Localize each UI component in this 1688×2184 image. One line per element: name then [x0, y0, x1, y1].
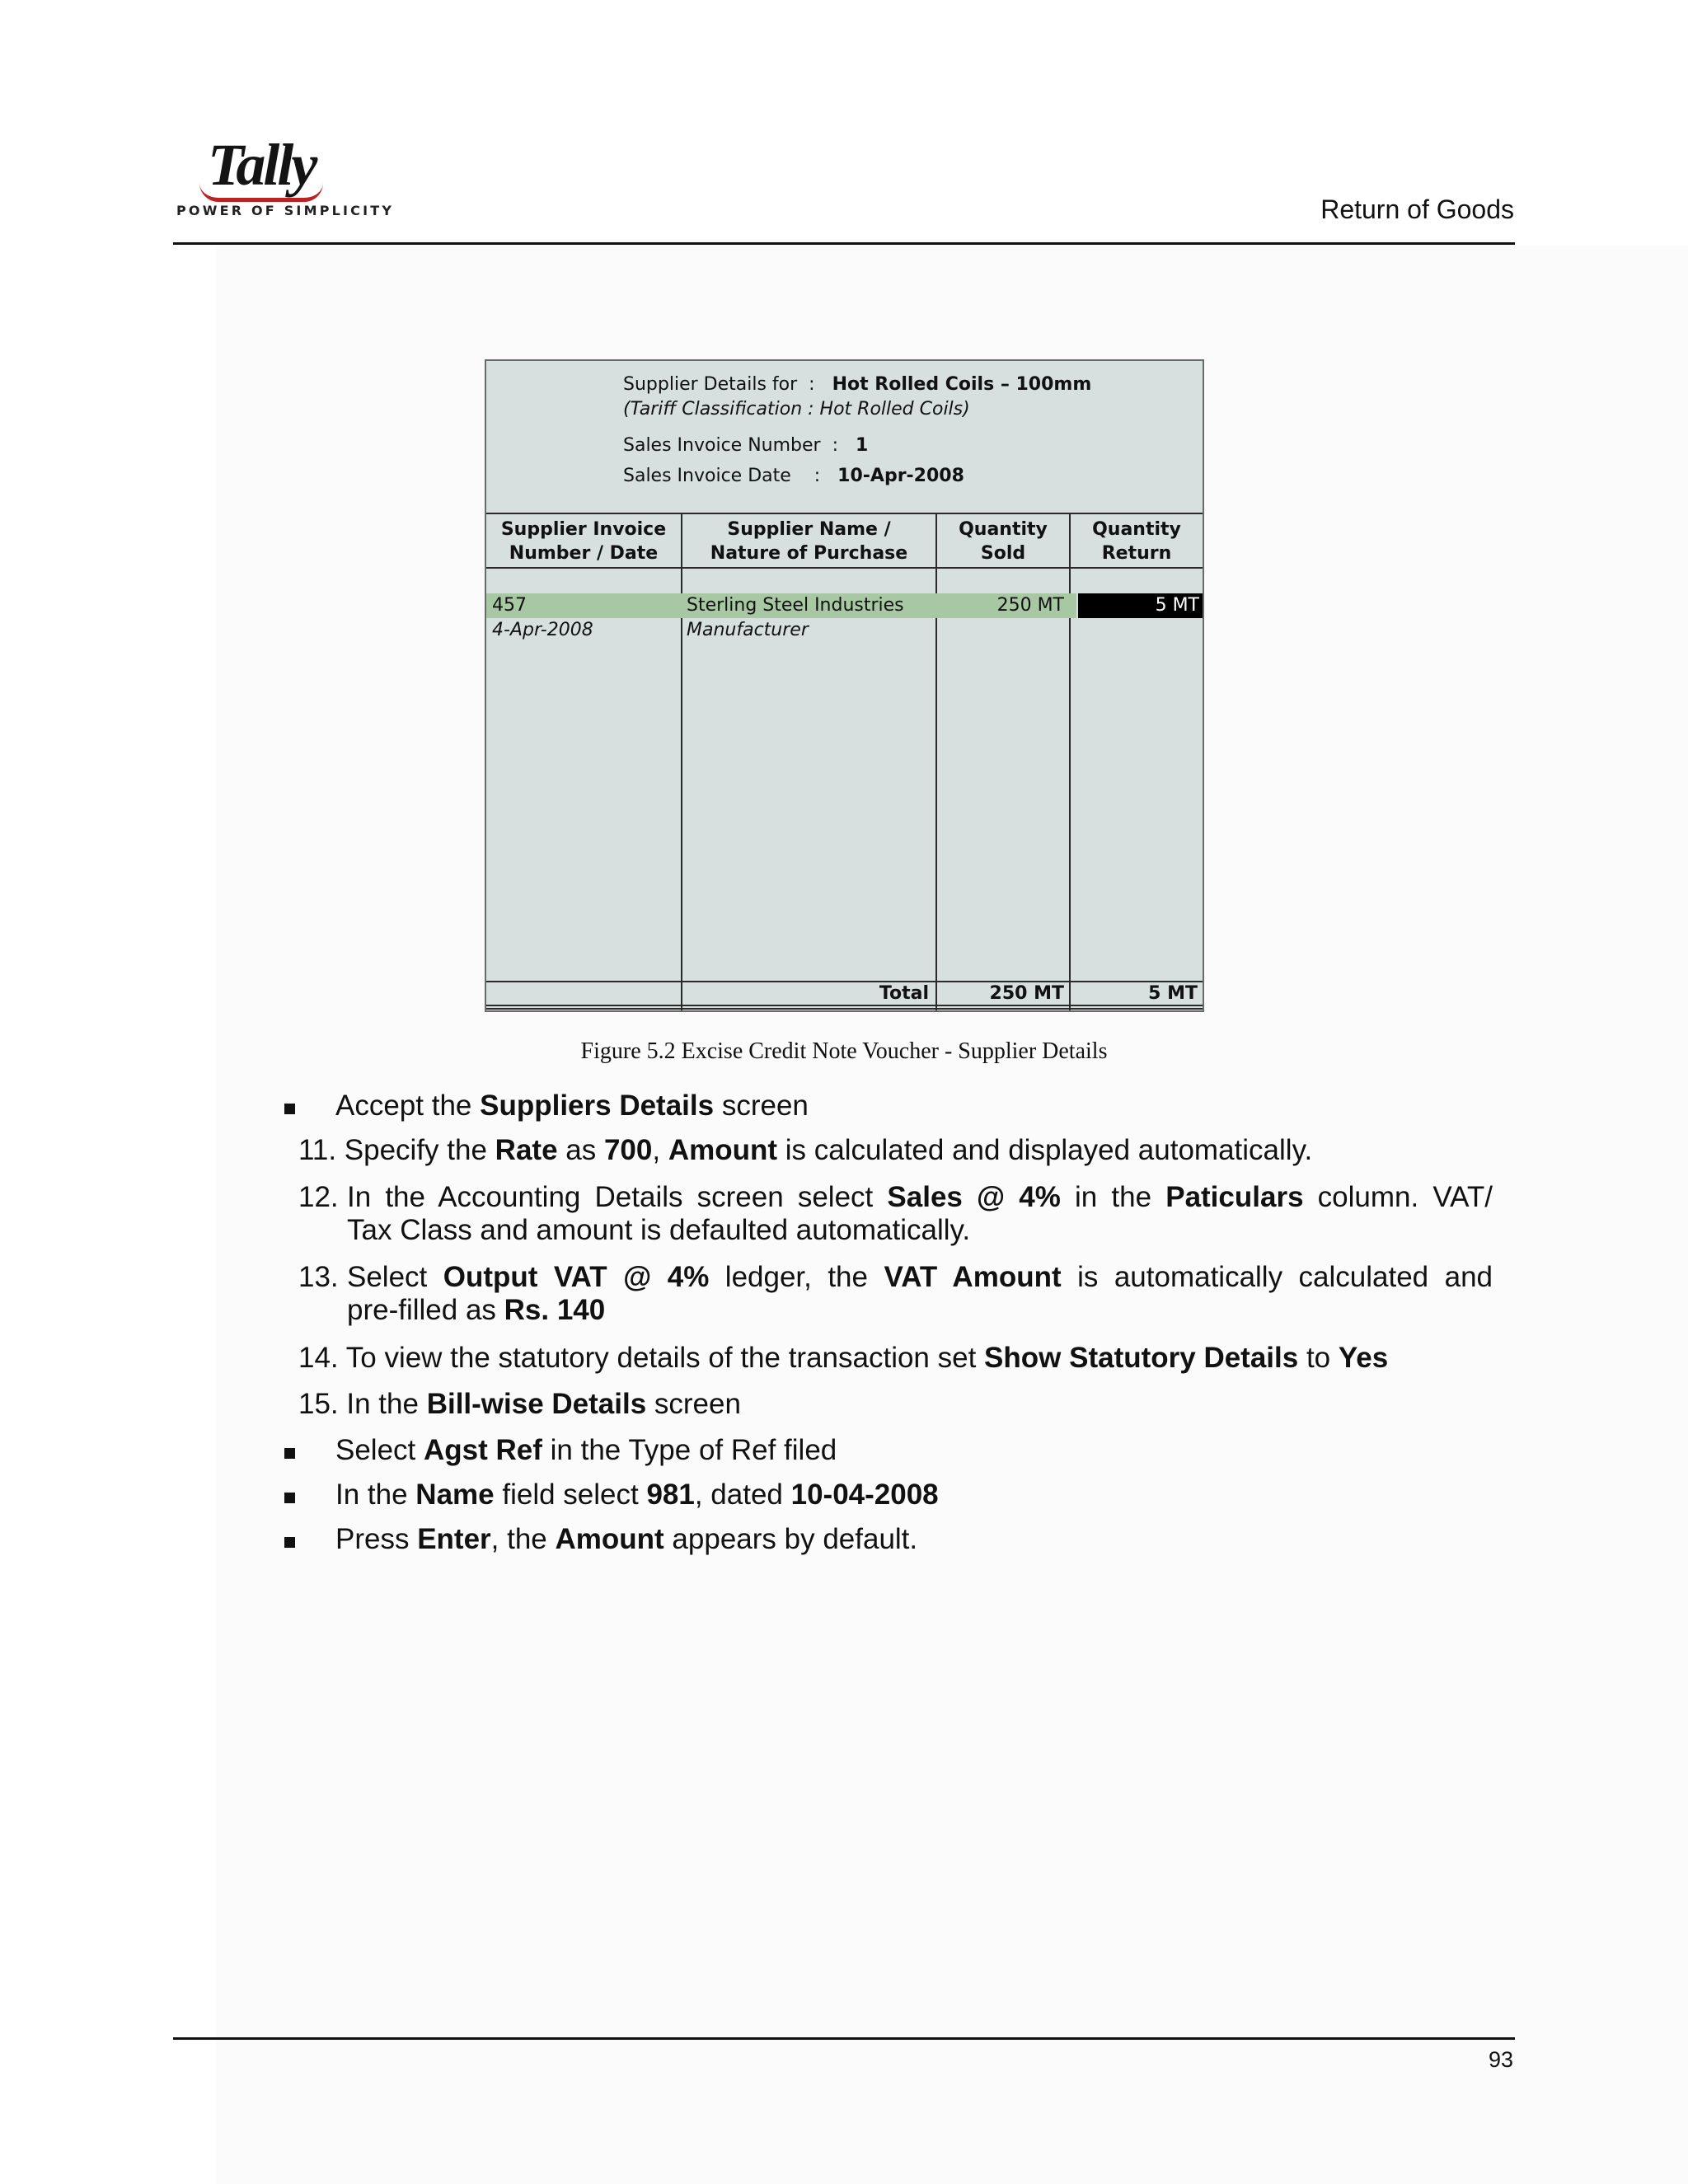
step-12-line2: Tax Class and amount is defaulted automatically. — [347, 1214, 971, 1246]
supplier-details-label: Supplier Details for — [623, 374, 798, 395]
row-nature-of-purchase: Manufacturer — [687, 620, 809, 640]
tally-logo — [175, 132, 395, 223]
column-divider — [681, 514, 682, 1010]
step-11: 11. Specify the Rate as 700, Amount is calculated and displayed automatically. — [298, 1134, 1313, 1166]
row-supplier-name: Sterling Steel Industries — [687, 595, 904, 616]
step-bullet-agst-ref: Select Agst Ref in the Type of Ref filed — [335, 1434, 837, 1466]
invoice-number-label: Sales Invoice Number — [623, 435, 821, 456]
item-name: Hot Rolled Coils – 100mm — [832, 374, 1092, 395]
figure-caption: Figure 5.2 Excise Credit Note Voucher - Supplier Details — [580, 1038, 1108, 1064]
column-divider — [1069, 514, 1071, 1010]
step-13-line1: Select Output VAT @ 4% ledger, the VAT Amount is automatically calculated and — [347, 1261, 1493, 1293]
logo-swash-icon — [199, 183, 323, 202]
invoice-date-value: 10-Apr-2008 — [837, 466, 964, 486]
total-qty-sold: 250 MT — [989, 983, 1064, 1004]
bullet-icon — [284, 1537, 295, 1548]
header-separator — [486, 513, 1203, 514]
supplier-details-for-line: Supplier Details for : Hot Rolled Coils – 100mm — [623, 374, 1092, 395]
invoice-date-label: Sales Invoice Date — [623, 466, 791, 486]
total-underline — [486, 1005, 1203, 1006]
total-double-underline — [486, 1008, 1203, 1010]
total-separator — [486, 981, 1203, 982]
section-title: Return of Goods — [1320, 194, 1514, 224]
sales-invoice-date-line: Sales Invoice Date : 10-Apr-2008 — [623, 466, 964, 486]
row-invoice-date: 4-Apr-2008 — [492, 620, 593, 640]
step-13-number: 13. — [298, 1261, 339, 1293]
total-qty-return: 5 MT — [1148, 983, 1198, 1004]
page-number: 93 — [1488, 2047, 1513, 2072]
column-header-invoice: Supplier Invoice Number / Date — [500, 519, 667, 564]
bullet-icon — [284, 1493, 295, 1503]
footer-divider — [173, 2037, 1515, 2040]
column-header-supplier: Supplier Name / Nature of Purchase — [710, 519, 908, 564]
step-13-line2: pre-filled as Rs. 140 — [347, 1294, 606, 1326]
sales-invoice-number-line: Sales Invoice Number : 1 — [623, 435, 869, 456]
column-header-qty-sold: Quantity Sold — [959, 519, 1048, 564]
logo-wordmark: Tally — [208, 132, 316, 198]
qty-return-input[interactable]: 5 MT — [1078, 593, 1203, 618]
row-qty-sold: 250 MT — [996, 595, 1064, 616]
supplier-details-screen — [485, 359, 1204, 1012]
step-12-line1: In the Accounting Details screen select Sales @ 4% in the Paticulars column. VAT/ — [347, 1181, 1493, 1213]
bullet-icon — [284, 1104, 295, 1114]
step-bullet-accept: Accept the Suppliers Details screen — [335, 1090, 809, 1122]
column-header-divider — [486, 567, 1203, 569]
step-15: 15. In the Bill-wise Details screen — [298, 1388, 741, 1420]
row-invoice-number: 457 — [492, 595, 527, 616]
step-14: 14. To view the statutory details of the transaction set Show Statutory Details to Yes — [298, 1342, 1389, 1374]
invoice-number-value: 1 — [855, 435, 869, 456]
step-12-number: 12. — [298, 1181, 339, 1213]
tariff-classification: (Tariff Classification : Hot Rolled Coils) — [623, 399, 970, 419]
column-divider — [935, 514, 937, 1010]
header-divider — [173, 242, 1515, 245]
logo-tagline: POWER OF SIMPLICITY — [176, 203, 395, 218]
step-bullet-press-enter: Press Enter, the Amount appears by default. — [335, 1523, 918, 1555]
bullet-icon — [284, 1448, 295, 1459]
column-header-qty-return: Quantity Return — [1092, 519, 1181, 564]
step-bullet-name-field: In the Name field select 981, dated 10-04-2008 — [335, 1479, 939, 1511]
total-label: Total — [879, 983, 929, 1004]
